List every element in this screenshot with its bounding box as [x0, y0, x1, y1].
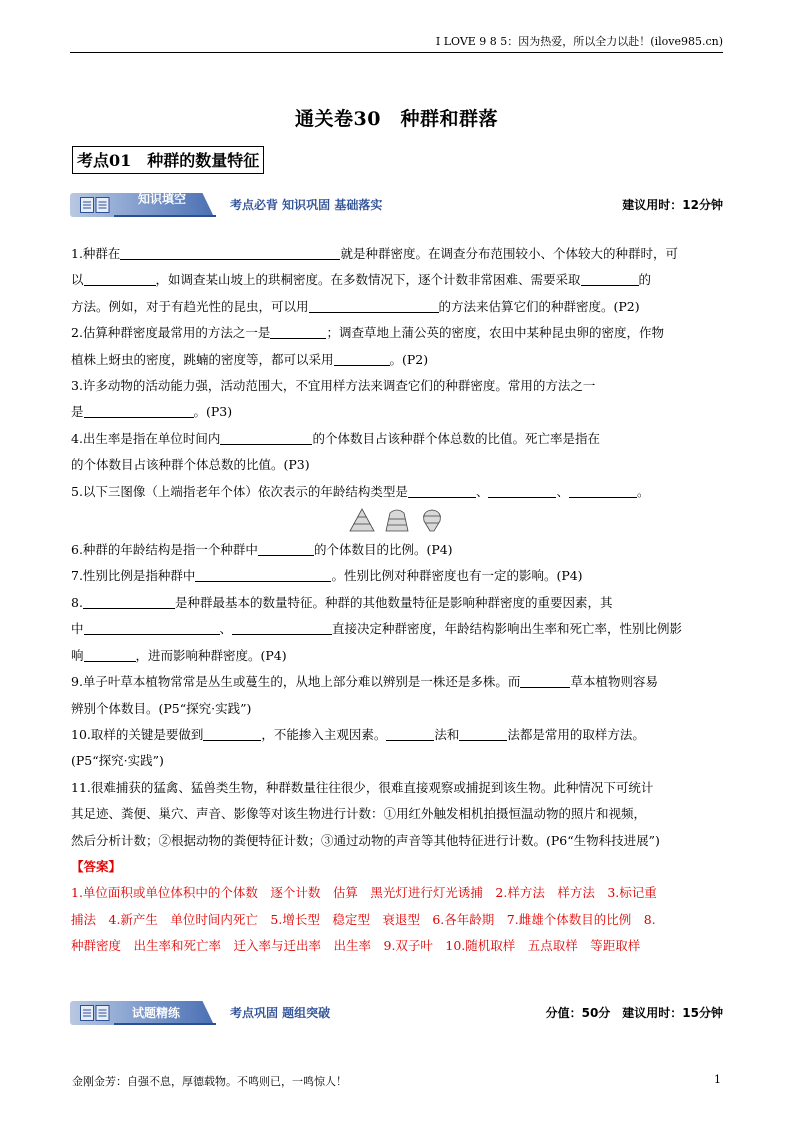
blank — [84, 269, 156, 286]
question-6: 6.种群的年龄结构是指一个种群中 的个体数目的比例。(P4) — [71, 537, 722, 563]
blank — [459, 724, 507, 741]
banner-underline — [114, 215, 216, 217]
age-structure-figures — [71, 505, 722, 537]
blank — [334, 349, 390, 366]
blank — [232, 618, 332, 635]
blank — [386, 724, 434, 741]
blank — [120, 243, 340, 260]
blank — [195, 565, 331, 582]
answer-line: 种群密度 出生率和死亡率 迁入率与迁出率 出生率 9.双子叶 10.随机取样 五点取样 等距取样 — [71, 938, 641, 954]
book-icon — [80, 1005, 110, 1021]
blank — [488, 481, 556, 498]
practice-banner — [70, 998, 723, 1028]
blank — [520, 671, 570, 688]
page-title: 通关卷30 种群和群落 — [295, 108, 498, 130]
banner-tag: 知识填空 — [138, 192, 187, 206]
banner-slogan: 考点巩固 题组突破 — [230, 1006, 331, 1020]
suggested-time: 建议用时：12分钟 — [622, 198, 723, 212]
question-content: 1.种群在 就是种群密度。在调查分布范围较小、个体较大的种群时，可 以 ，如调查某山坡上的珙桐密度。在多数情况下，逐个计数非常困难、需要采取 的 方法。例如，对于有趋光性的昆虫，可以用 的方法来估算它们的种群密度。(P2) 2.估算种群密度最常用的方法之一是 ；调查草地上蒲公英的密度，农田中某种昆虫卵的密度，作物 植株上蚜虫的密度，跳蝻的密度等，都可以采用 。(P2) 3.许多动物的活动能力强，活动范围大，不宜用样方法来调查它们的种群密度。常用的方法之一 是 。(P3) 4.出生率是指在单位时间内 的个体数目占该种群个体总数的比值。死亡率是指在 的个体数目占该种群个体总数的比值。(P3) 5.以下三图像（上端指老年个体）依次表示的年龄结构类型是 、 、 。 6.种群的年龄结构是指一个种群中 的个体数目的比例。(P4) 7.性别比例是指种群中 。性别比例对种群密度也有一定的影响。(P4) 8. 是种群最基本的数量特征。种群的其他数量特征是影响种群密度的重要因素，其 中 、 直接决定种群密度，年龄结构影响出生率和死亡率，性别比例影 响 ，进而影响种群密度。(P4) 9.单子叶草本植物常常是丛生或蔓生的，从地上部分难以辨别是一株还是多株。而 草本植物则容易 辨别个体数目。(P5“探究·实践”) 10.取样的关键是要做到 ，不能掺入主观因素。 法和 法都是常用的取样方法。 (P5“探究·实践”) 11.很难捕获的猛禽、猛兽类生物，种群数量往往很少，很难直接观察或捕捉到该生物。此种情况下可统计 其足迹、粪便、巢穴、声音、影像等对该生物进行计数：①用红外触发相机拍摄恒温动物的照片和视频， 然后分析计数；②根据动物的粪便特征计数；③通过动物的声音等其他特征进行计数。(P6“生物科技进展”) 【答案】 1.单位面积或单位体积中的个体数 逐个计数 估算 黑光灯进行灯光诱捕 2.样方法 样方法 3.标记重 捕法 4.新产生 单位时间内死亡 5.增长型 稳定型 衰退型 6.各年龄期 7.雌雄个体数目的比例 8. 种群密度 出生率和死亡率 迁入率与迁出率 出生率 9.双子叶 10.随机取样 五点取样 等距取样 — [71, 241, 722, 960]
page-number: 1 — [714, 1073, 721, 1086]
knowledge-banner — [70, 190, 723, 220]
book-icon — [80, 197, 110, 213]
question-8: 8. 是种群最基本的数量特征。种群的其他数量特征是影响种群密度的重要因素，其 — [71, 590, 722, 616]
banner-underline — [114, 1023, 216, 1025]
question-9: 9.单子叶草本植物常常是丛生或蔓生的，从地上部分难以辨别是一株还是多株。而 草本植物则容易 — [71, 669, 722, 695]
stable-pyramid — [386, 510, 408, 531]
question-5: 5.以下三图像（上端指老年个体）依次表示的年龄结构类型是 、 、 。 — [71, 479, 722, 505]
question-3: 3.许多动物的活动能力强，活动范围大，不宜用样方法来调查它们的种群密度。常用的方法之一 — [71, 378, 596, 394]
growth-pyramid — [350, 509, 374, 531]
banner-slogan: 考点必背 知识巩固 基础落实 — [230, 198, 383, 212]
blank — [258, 539, 314, 556]
answer-line: 1.单位面积或单位体积中的个体数 逐个计数 估算 黑光灯进行灯光诱捕 2.样方法 样方法 3.标记重 — [71, 885, 657, 901]
question-10: 10.取样的关键是要做到 ，不能掺入主观因素。 法和 法都是常用的取样方法。 — [71, 722, 722, 748]
blank — [408, 481, 476, 498]
age-pyramid-figure — [348, 507, 446, 533]
banner-tag: 试题精练 — [132, 1006, 181, 1020]
blank — [220, 428, 312, 445]
blank — [84, 401, 194, 418]
blank — [83, 592, 175, 609]
section-heading: 考点01 种群的数量特征 — [72, 146, 264, 174]
decline-pyramid — [423, 510, 441, 531]
blank — [84, 645, 136, 662]
blank — [270, 322, 326, 339]
question-2: 2.估算种群密度最常用的方法之一是 ；调查草地上蒲公英的密度，农田中某种昆虫卵的密度，作物 — [71, 320, 722, 346]
answer-label: 【答案】 — [71, 858, 122, 874]
blank — [581, 269, 639, 286]
blank — [309, 296, 439, 313]
blank — [84, 618, 220, 635]
question-11: 11.很难捕获的猛禽、猛兽类生物，种群数量往往很少，很难直接观察或捕捉到该生物。此种情况下可统计 — [71, 779, 654, 795]
blank — [203, 724, 261, 741]
header-text: I LOVE 9 8 5：因为热爱，所以全力以赴！(ilove985.cn) — [435, 35, 723, 48]
blank — [569, 481, 637, 498]
answer-line: 捕法 4.新产生 单位时间内死亡 5.增长型 稳定型 衰退型 6.各年龄期 7.雌雄个体数目的比例 8. — [71, 911, 656, 927]
page-footer — [72, 1073, 721, 1089]
question-4: 4.出生率是指在单位时间内 的个体数目占该种群个体总数的比值。死亡率是指在 — [71, 426, 722, 452]
footer-motto: 金刚金芳：自强不息，厚德载物。不鸣则已，一鸣惊人！ — [72, 1075, 347, 1088]
score-and-time: 分值：50分 建议用时：15分钟 — [545, 1006, 723, 1020]
question-1: 1.种群在 就是种群密度。在调查分布范围较小、个体较大的种群时，可 — [71, 241, 722, 267]
page-header — [70, 34, 723, 53]
question-7: 7.性别比例是指种群中 。性别比例对种群密度也有一定的影响。(P4) — [71, 563, 722, 589]
